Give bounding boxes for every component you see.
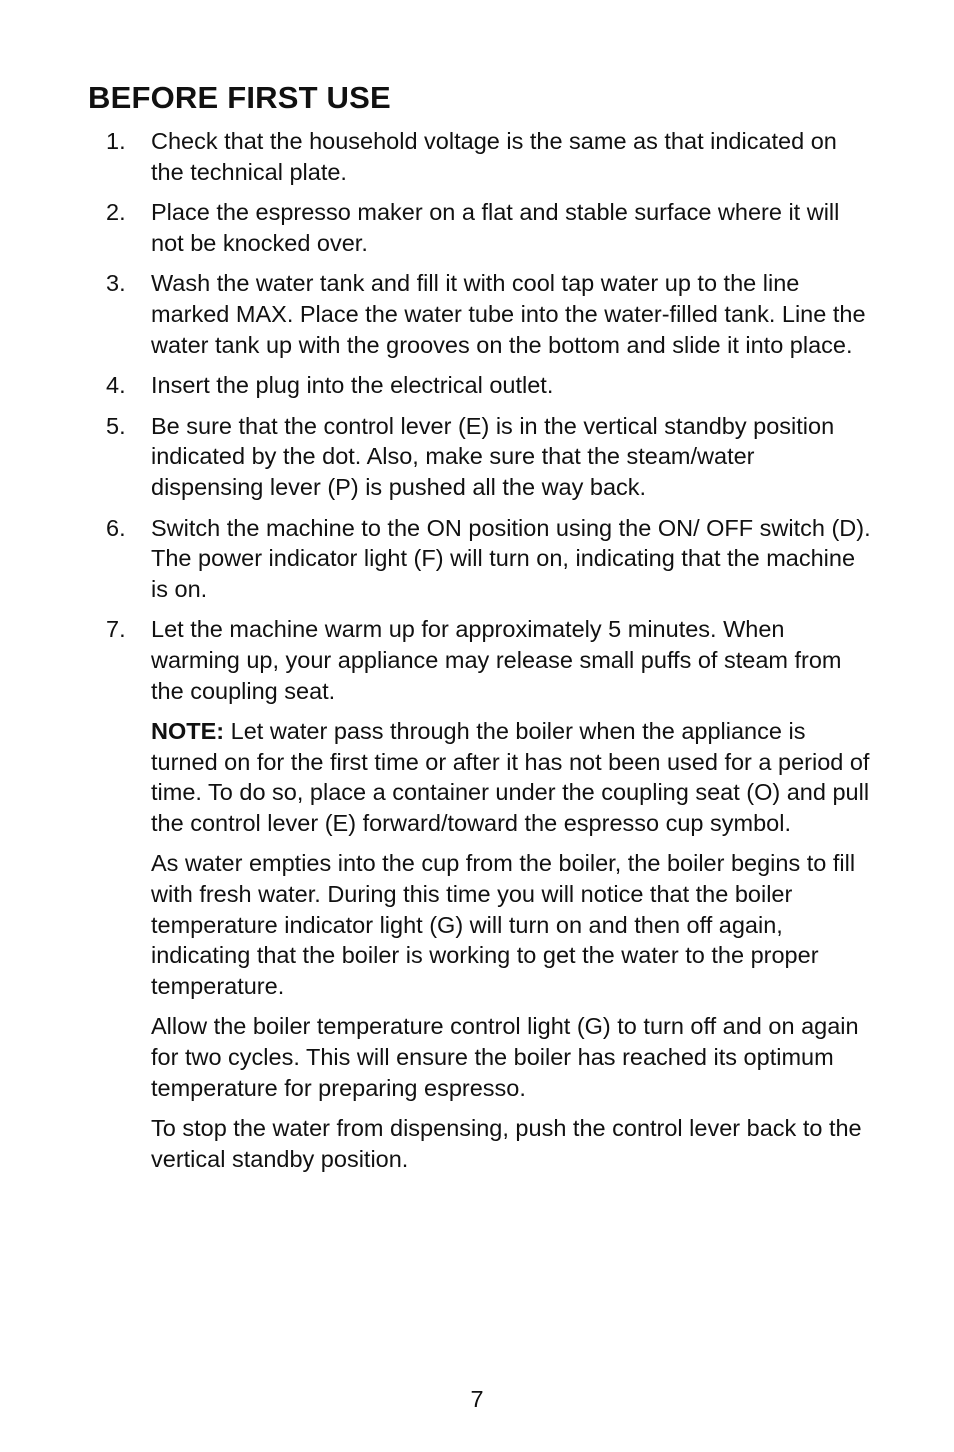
note-text: Let water pass through the boiler when the appliance is turned on for the first time or after it has not been used for a period of time. To do so, place a container under the coupling seat (O) and pull the control lever (E) forward/toward the espresso cup symbol. <box>151 718 870 836</box>
step-text: Place the espresso maker on a flat and stable surface where it will not be knocked over. <box>151 199 840 256</box>
step-text: Let the machine warm up for approximately 5 minutes. When warming up, your appliance may release small puffs of steam from the coupling seat. <box>151 616 842 704</box>
step-text: Be sure that the control lever (E) is in the vertical standby position indicated by the dot. Also, make sure that the steam/water dispensing lever (P) is pushed all the way back. <box>151 412 835 500</box>
step-number: 1. <box>106 128 126 154</box>
step-text: Switch the machine to the ON position using the ON/ OFF switch (D). The power indicator light (F) will turn on, indicating that the machine is on. <box>151 514 871 602</box>
list-item <box>0 370 954 401</box>
list-item <box>0 268 954 360</box>
list-item <box>0 513 954 605</box>
step-number: 5. <box>106 412 126 439</box>
paragraph: Allow the boiler temperature control light (G) to turn off and on again for two cycles. This will ensure the boiler has reached its optimum temperature for preparing espresso. <box>151 1013 859 1101</box>
step-text: Insert the plug into the electrical outlet. <box>151 372 554 399</box>
step-text: Wash the water tank and fill it with cool tap water up to the line marked MAX. Place the water tube into the water-filled tank. Line the water tank up with the grooves on the bottom and slide it into place. <box>151 270 866 358</box>
paragraph: To stop the water from dispensing, push the control lever back to the vertical standby position. <box>151 1115 862 1172</box>
list-item <box>0 411 954 503</box>
list-item <box>0 614 954 1174</box>
paragraph: As water empties into the cup from the boiler, the boiler begins to fill with fresh water. During this time you will notice that the boiler temperature indicator light (G) will turn on and then off again, indicating that the boiler is working to get the water to the proper temperature. <box>151 850 856 999</box>
step-number: 4. <box>106 372 126 399</box>
page-title: BEFORE FIRST USE <box>88 80 391 115</box>
step-number: 6. <box>106 514 126 541</box>
list-item <box>0 197 954 258</box>
note-label: NOTE: <box>151 718 225 745</box>
page-number: 7 <box>470 1386 484 1412</box>
step-text: Check that the household voltage is the same as that indicated on the technical plate. <box>151 128 837 185</box>
list-item <box>0 126 954 187</box>
step-number: 2. <box>106 199 126 226</box>
step-number: 3. <box>106 270 126 297</box>
note-paragraph <box>151 716 871 838</box>
instruction-list <box>0 126 954 1184</box>
step-number: 7. <box>106 616 126 643</box>
